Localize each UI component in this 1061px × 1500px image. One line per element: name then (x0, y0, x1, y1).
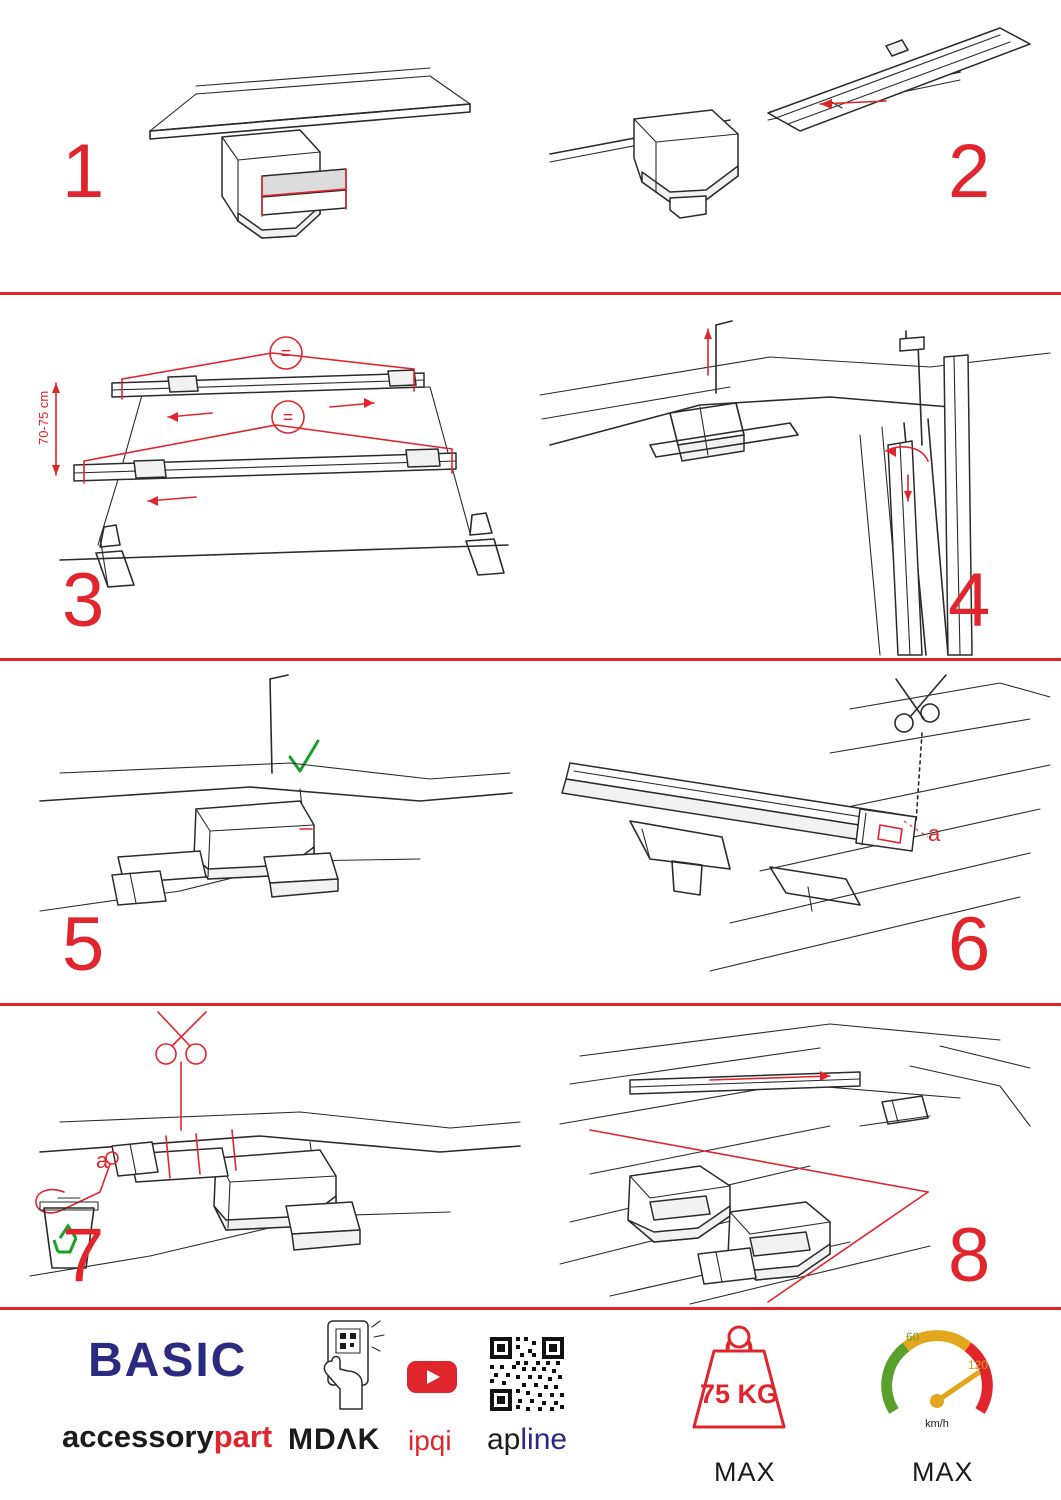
apline-suffix: line (520, 1423, 568, 1456)
speed-unit: km/h (925, 1418, 949, 1430)
clamp-detail-right (860, 1096, 930, 1126)
panel-step-1 (0, 0, 530, 292)
car-roof-edge-illustration (150, 68, 470, 139)
rack-foot-cover (112, 801, 338, 905)
step-number-8: 8 (948, 1213, 990, 1298)
brand-part: part (213, 1419, 273, 1454)
step-number-3: 3 (62, 558, 104, 643)
equal-symbol-top: = (280, 343, 292, 363)
weight-max-label: MAX (714, 1457, 776, 1487)
scissors-icon (895, 675, 946, 732)
step-number-2: 2 (948, 129, 990, 214)
step-number-5: 5 (62, 902, 104, 987)
speedometer-icon (876, 1317, 1000, 1441)
step-number-1: 1 (62, 129, 104, 214)
distance-label: 70-75 cm (36, 390, 51, 445)
panel-step-2 (530, 0, 1061, 292)
step-number-6: 6 (948, 902, 990, 987)
allen-key-removed (270, 675, 288, 773)
allen-key-inserted (900, 331, 924, 445)
cut-label-a-step6: a (928, 821, 941, 846)
rack-foot-on-roof (540, 353, 1050, 461)
youtube-icon[interactable] (406, 1357, 458, 1397)
panel-step-8 (530, 1006, 1061, 1307)
qr-code-icon (488, 1335, 566, 1413)
product-line-label: BASIC (88, 1334, 248, 1387)
panel-step-7 (0, 1006, 530, 1307)
equal-symbol-bottom: = (282, 407, 294, 427)
ipqi-label: ipqi (408, 1425, 452, 1456)
crossbar-rear (74, 449, 456, 481)
step-number-4: 4 (948, 558, 990, 643)
rail-cover-strip (768, 28, 1030, 131)
apline-label (487, 1423, 567, 1457)
footer-branding (0, 1307, 1061, 1500)
crossbar-front (112, 370, 424, 397)
weight-value: 75 KG (699, 1379, 779, 1409)
scissors-icon-7 (156, 1012, 206, 1130)
rack-foot-cover-7 (130, 1148, 360, 1250)
clamp-body (634, 110, 738, 218)
apline-prefix: ap (487, 1423, 521, 1456)
rail-clamp-bracket (222, 130, 346, 238)
brand-accessory: accessory (62, 1419, 214, 1454)
cut-label-a-step7: a (96, 1148, 109, 1173)
allen-key-top (704, 321, 732, 393)
panel-step-3 (0, 295, 530, 658)
qr-scan-phone-icon (310, 1317, 390, 1413)
foot-front (628, 1166, 730, 1242)
panel-step-5 (0, 661, 530, 1003)
panel-step-4 (530, 295, 1061, 658)
speed-tick-60: 60 (906, 1330, 920, 1344)
check-mark-icon (290, 741, 318, 771)
panel-step-6 (530, 661, 1061, 1003)
crossbar-with-strip (562, 763, 916, 851)
speed-tick-120: 120 (968, 1358, 989, 1372)
brand-logo (62, 1419, 272, 1455)
speed-max-label: MAX (912, 1457, 974, 1487)
step-number-7: 7 (62, 1213, 104, 1298)
mdak-label: MDΛK (288, 1423, 381, 1456)
weight-icon (676, 1315, 802, 1441)
